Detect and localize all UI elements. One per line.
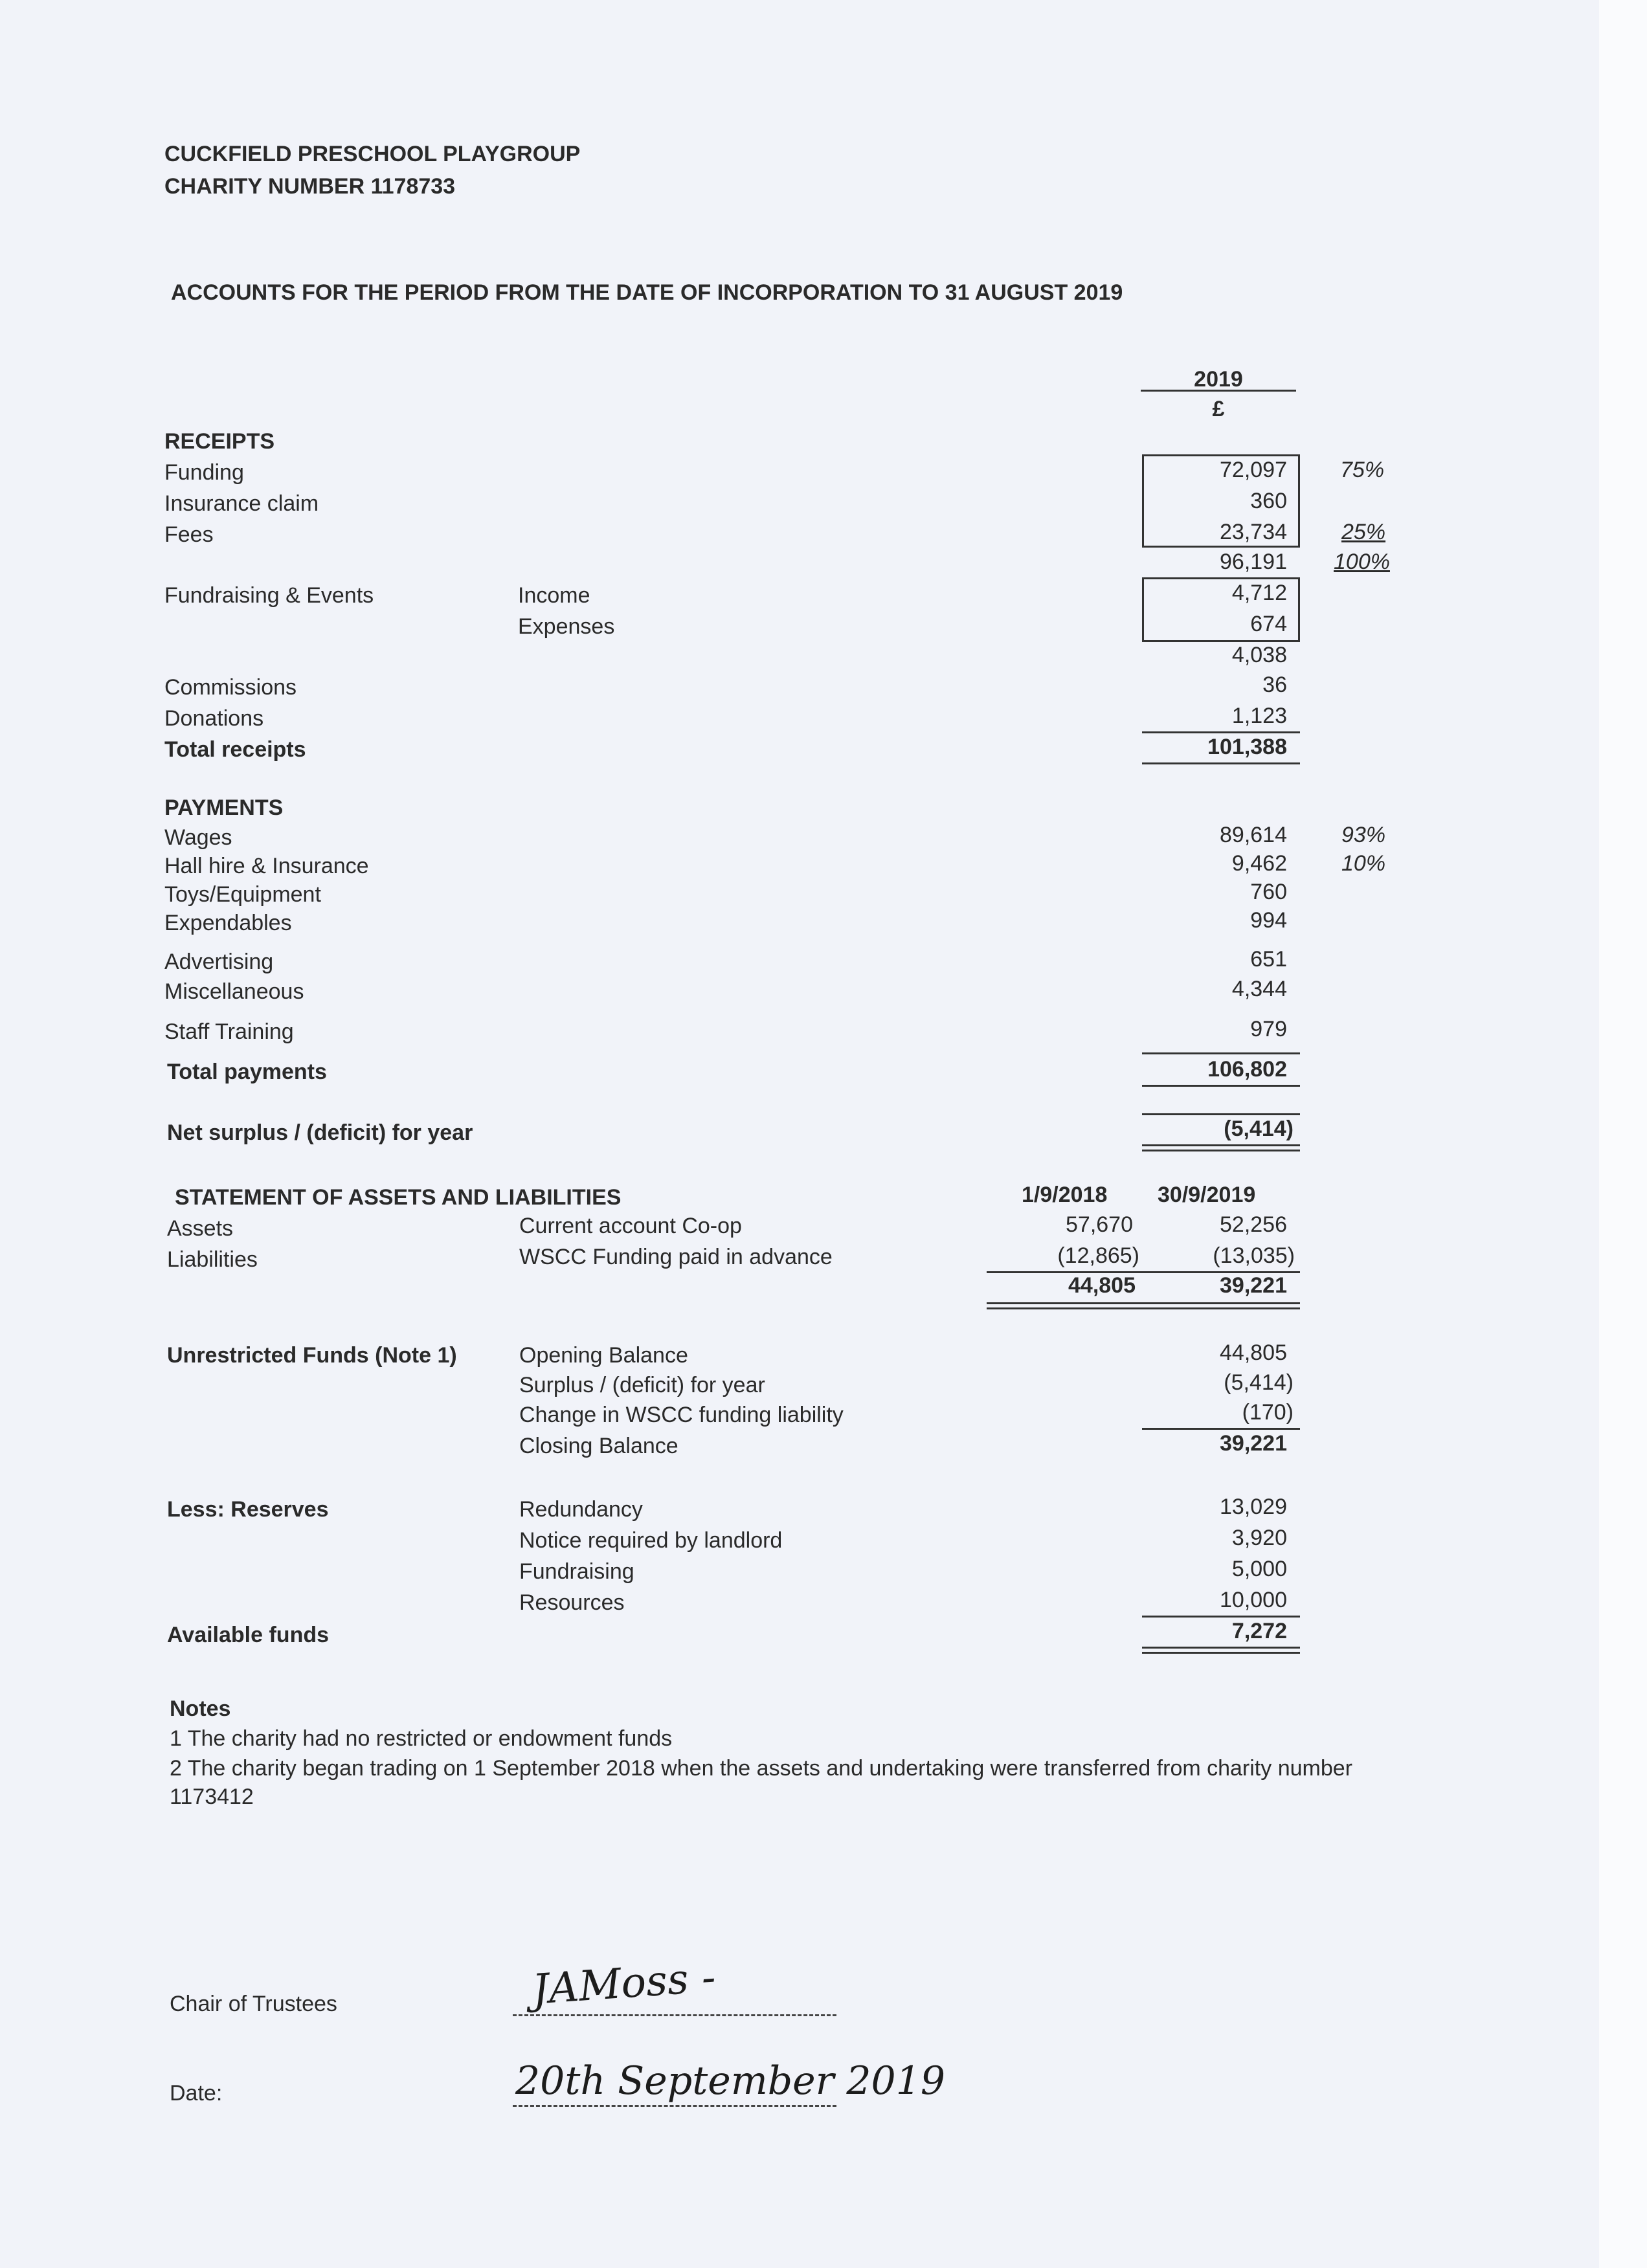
assets-2019: 52,256 xyxy=(1220,1212,1287,1237)
note-2-continued: 1173412 xyxy=(170,1784,254,1809)
reserve-fundraising-label: Fundraising xyxy=(519,1559,634,1584)
fundraising-net-value: 4,038 xyxy=(1231,643,1287,667)
funding-value: 72,097 xyxy=(1220,458,1287,482)
liabilities-desc: WSCC Funding paid in advance xyxy=(519,1245,833,1269)
org-name: CUCKFIELD PRESCHOOL PLAYGROUP xyxy=(164,142,581,166)
signature-line xyxy=(513,2014,836,2016)
fees-value: 23,734 xyxy=(1220,520,1287,544)
closing-balance-label: Closing Balance xyxy=(519,1434,678,1458)
notice-label: Notice required by landlord xyxy=(519,1528,783,1553)
net-rule-double-1 xyxy=(1142,1144,1300,1146)
handwritten-date: 20th September 2019 xyxy=(515,2058,946,2104)
wscc-change-label: Change in WSCC funding liability xyxy=(519,1403,844,1427)
wages-pct: 93% xyxy=(1341,823,1386,847)
assets-desc: Current account Co-op xyxy=(519,1214,742,1238)
net-surplus-value: (5,414) xyxy=(1224,1117,1294,1141)
receipts-subtotal: 96,191 xyxy=(1220,550,1287,574)
commissions-value: 36 xyxy=(1262,673,1287,697)
total-payments-value: 106,802 xyxy=(1207,1057,1287,1082)
subtotal-pct: 100% xyxy=(1334,550,1390,574)
statement-col2-header: 30/9/2019 xyxy=(1158,1183,1256,1207)
toys-label: Toys/Equipment xyxy=(164,882,321,907)
donations-label: Donations xyxy=(164,706,264,731)
opening-balance-value: 44,805 xyxy=(1220,1340,1287,1365)
fundraising-expenses-label: Expenses xyxy=(518,614,615,639)
year-header: 2019 xyxy=(1194,367,1243,392)
insurance-claim-label: Insurance claim xyxy=(164,491,319,516)
statement-heading: STATEMENT OF ASSETS AND LIABILITIES xyxy=(175,1185,622,1210)
scan-edge xyxy=(1599,0,1647,2268)
unrestricted-funds-label: Unrestricted Funds (Note 1) xyxy=(167,1343,457,1368)
assets-2018: 57,670 xyxy=(1066,1212,1133,1237)
date-line xyxy=(513,2105,836,2107)
net-surplus-label: Net surplus / (deficit) for year xyxy=(167,1120,473,1145)
chair-signature: JAMoss - xyxy=(530,1953,717,2014)
resources-value: 10,000 xyxy=(1220,1588,1287,1612)
expendables-value: 994 xyxy=(1250,908,1287,933)
miscellaneous-value: 4,344 xyxy=(1231,977,1287,1001)
hall-hire-value: 9,462 xyxy=(1231,851,1287,876)
statement-col1-header: 1/9/2018 xyxy=(1022,1183,1108,1207)
payments-total-rule-bottom xyxy=(1142,1085,1300,1087)
available-funds-rule-top xyxy=(1142,1616,1300,1618)
fees-label: Fees xyxy=(164,522,214,547)
advertising-value: 651 xyxy=(1250,947,1287,972)
funding-label: Funding xyxy=(164,460,244,485)
total-receipts-label: Total receipts xyxy=(164,737,306,762)
receipts-total-rule-top xyxy=(1142,731,1300,733)
fundraising-income-label: Income xyxy=(518,583,590,608)
expendables-label: Expendables xyxy=(164,911,292,935)
closing-balance-rule xyxy=(1142,1428,1300,1430)
toys-value: 760 xyxy=(1250,880,1287,904)
note-1: 1 The charity had no restricted or endowment funds xyxy=(170,1726,673,1751)
advertising-label: Advertising xyxy=(164,950,274,974)
wscc-change-value: (170) xyxy=(1242,1400,1294,1425)
closing-balance-value: 39,221 xyxy=(1220,1431,1287,1456)
hall-hire-pct: 10% xyxy=(1341,851,1386,876)
notes-heading: Notes xyxy=(170,1696,231,1721)
wages-label: Wages xyxy=(164,825,232,850)
notice-value: 3,920 xyxy=(1231,1526,1287,1550)
available-funds-label: Available funds xyxy=(167,1623,330,1647)
statement-rule-double-1 xyxy=(987,1302,1300,1304)
chair-of-trustees-label: Chair of Trustees xyxy=(170,1992,337,2016)
statement-total-2018: 44,805 xyxy=(1068,1273,1136,1298)
available-rule-double-1 xyxy=(1142,1647,1300,1649)
total-receipts-value: 101,388 xyxy=(1207,735,1287,759)
resources-label: Resources xyxy=(519,1590,625,1615)
staff-training-value: 979 xyxy=(1250,1017,1287,1041)
document-title: ACCOUNTS FOR THE PERIOD FROM THE DATE OF INCORPORATION TO 31 AUGUST 2019 xyxy=(171,280,1123,305)
redundancy-label: Redundancy xyxy=(519,1497,643,1522)
reserve-fundraising-value: 5,000 xyxy=(1231,1557,1287,1581)
date-label: Date: xyxy=(170,2081,223,2106)
payments-total-rule-top xyxy=(1142,1052,1300,1054)
staff-training-label: Staff Training xyxy=(164,1019,294,1044)
hall-hire-label: Hall hire & Insurance xyxy=(164,854,369,878)
statement-rule-double-2 xyxy=(987,1307,1300,1309)
assets-label: Assets xyxy=(167,1216,234,1241)
total-payments-label: Total payments xyxy=(167,1060,327,1084)
net-rule-double-2 xyxy=(1142,1150,1300,1151)
redundancy-value: 13,029 xyxy=(1220,1495,1287,1519)
reserves-label: Less: Reserves xyxy=(167,1497,329,1522)
receipts-total-rule-bottom xyxy=(1142,762,1300,764)
fundraising-income-value: 4,712 xyxy=(1231,581,1287,605)
net-rule-top xyxy=(1142,1113,1300,1115)
currency-symbol: £ xyxy=(1212,397,1225,421)
available-funds-value: 7,272 xyxy=(1231,1619,1287,1643)
liabilities-label: Liabilities xyxy=(167,1247,258,1272)
wages-value: 89,614 xyxy=(1220,823,1287,847)
charity-number: CHARITY NUMBER 1178733 xyxy=(164,174,456,199)
statement-total-2019: 39,221 xyxy=(1220,1273,1287,1298)
liabilities-2018: (12,865) xyxy=(1057,1243,1139,1268)
surplus-value: (5,414) xyxy=(1224,1370,1294,1395)
commissions-label: Commissions xyxy=(164,675,297,700)
available-rule-double-2 xyxy=(1142,1652,1300,1654)
fees-pct: 25% xyxy=(1341,520,1386,544)
miscellaneous-label: Miscellaneous xyxy=(164,979,304,1004)
note-2: 2 The charity began trading on 1 September 2018 when the assets and undertaking were transferred from charity number xyxy=(170,1756,1352,1781)
surplus-label: Surplus / (deficit) for year xyxy=(519,1373,765,1397)
insurance-claim-value: 360 xyxy=(1250,489,1287,513)
funding-pct: 75% xyxy=(1340,458,1385,482)
liabilities-2019: (13,035) xyxy=(1213,1243,1295,1268)
fundraising-expenses-value: 674 xyxy=(1250,612,1287,636)
fundraising-label: Fundraising & Events xyxy=(164,583,374,608)
receipts-heading: RECEIPTS xyxy=(164,429,275,454)
donations-value: 1,123 xyxy=(1231,704,1287,728)
payments-heading: PAYMENTS xyxy=(164,795,284,820)
opening-balance-label: Opening Balance xyxy=(519,1343,688,1368)
